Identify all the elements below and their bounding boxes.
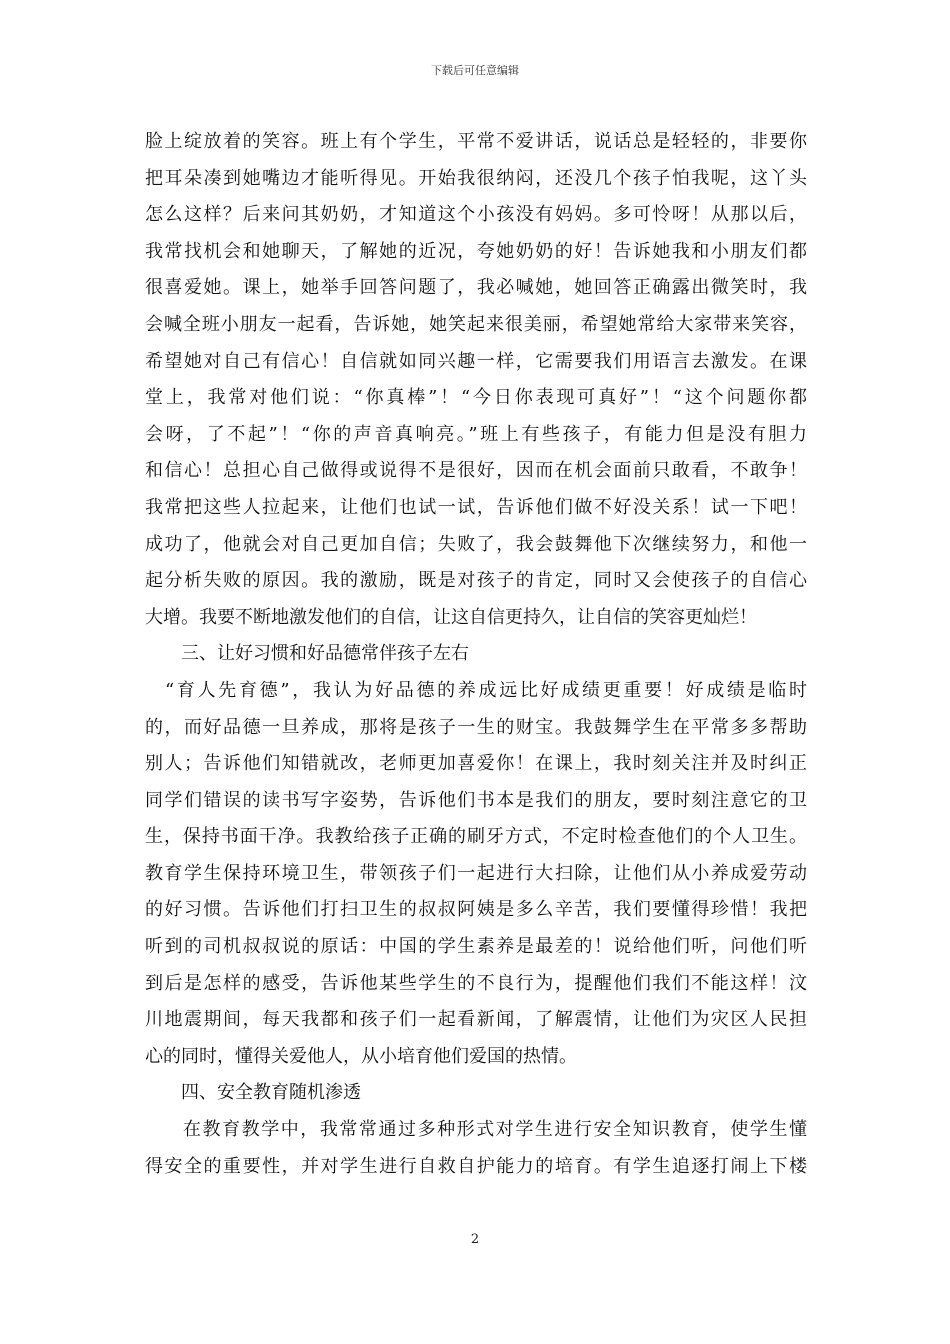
paragraph-praise (145, 124, 807, 636)
document-body (145, 124, 807, 1185)
text-line: 川地震期间，每天我都和孩子们一起看新闻，了解震情，让他们为灾区人民担 (145, 1009, 807, 1031)
text-line: “育人先育德”，我认为好品德的养成远比好成绩更重要！好成绩是临时 (165, 679, 807, 701)
text-line: 成功了，他就会对自己更加自信；失败了，我会鼓舞他下次继续努力，和他一 (145, 533, 807, 555)
text-line: 大增。我要不断地激发他们的自信，让这自信更持久，让自信的笑容更灿烂！ (145, 606, 757, 628)
section-heading-3 (145, 636, 807, 673)
text-line: 到后是怎样的感受，告诉他某些学生的不良行为，提醒他们我们不能这样！汶 (145, 972, 807, 994)
text-line: 我常把这些人拉起来，让他们也试一试，告诉他们做不好没关系！试一下吧！ (145, 496, 807, 518)
text-line: 的好习惯。告诉他们打扫卫生的叔叔阿姨是多么辛苦，我们要懂得珍惜！我把 (145, 899, 807, 921)
page-number: 2 (470, 1232, 480, 1247)
text-line: 教育学生保持环境卫生，带领孩子们一起进行大扫除，让他们从小养成爱劳动 (145, 862, 807, 884)
text-line: 心的同时，懂得关爱他人，从小培育他们爱国的热情。 (145, 1045, 577, 1067)
text-line: 希望她对自己有信心！自信就如同兴趣一样，它需要我们用语言去激发。在课 (145, 350, 807, 372)
text-line: 把耳朵凑到她嘴边才能听得见。开始我很纳闷，还没几个孩子怕我呢，这丫头 (145, 167, 807, 189)
heading-text: 三、让好习惯和好品德常伴孩子左右 (181, 643, 469, 665)
text-line: 怎么这样？后来问其奶奶，才知道这个小孩没有妈妈。多可怜呀！从那以后， (145, 204, 807, 226)
text-line: 脸上绽放着的笑容。班上有个学生，平常不爱讲话，说话总是轻轻的，非要你 (145, 131, 807, 152)
heading-text: 四、安全教育随机渗透 (181, 1082, 361, 1104)
text-line: 我常找机会和她聊天，了解她的近况，夸她奶奶的好！告诉她我和小朋友们都 (145, 240, 807, 262)
text-line: 在教育教学中，我常常通过多种形式对学生进行安全知识教育，使学生懂 (183, 1119, 807, 1141)
text-line: 堂上，我常对他们说：“你真棒”！“今日你表现可真好”！“这个问题你都 (145, 387, 807, 409)
text-line: 得安全的重要性，并对学生进行自救自护能力的培育。有学生追逐打闹上下楼 (145, 1155, 807, 1177)
paragraph-safety (145, 1112, 807, 1185)
text-line: 会喊全班小朋友一起看，告诉她，她笑起来很美丽，希望她常给大家带来笑容， (145, 313, 807, 335)
text-line: 起分析失败的原因。我的激励，既是对孩子的肯定，同时又会使孩子的自信心 (145, 570, 807, 592)
text-line: 的，而好品德一旦养成，那将是孩子一生的财宝。我鼓舞学生在平常多多帮助 (145, 716, 807, 738)
text-line: 很喜爱她。课上，她举手回答问题了，我必喊她，她回答正确露出微笑时，我 (145, 277, 807, 299)
text-line: 同学们错误的读书写字姿势，告诉他们书本是我们的朋友，要时刻注意它的卫 (145, 789, 807, 811)
paragraph-good-habits (145, 673, 807, 1076)
text-line: 生，保持书面干净。我教给孩子正确的刷牙方式，不定时检查他们的个人卫生。 (145, 826, 807, 848)
text-line: 别人；告诉他们知错就改，老师更加喜爱你！在课上，我时刻关注并及时纠正 (145, 753, 807, 775)
text-line: 听到的司机叔叔说的原话：中国的学生素养是最差的！说给他们听，问他们听 (145, 936, 807, 958)
text-line: 和信心！总担心自己做得或说得不是很好，因而在机会面前只敢看，不敢争！ (145, 460, 807, 482)
text-line: 会呀，了不起”！“你的声音真响亮。”班上有些孩子，有能力但是没有胆力 (145, 423, 807, 445)
page-header: 下载后可任意编辑 (431, 64, 519, 77)
section-heading-4 (145, 1075, 807, 1112)
